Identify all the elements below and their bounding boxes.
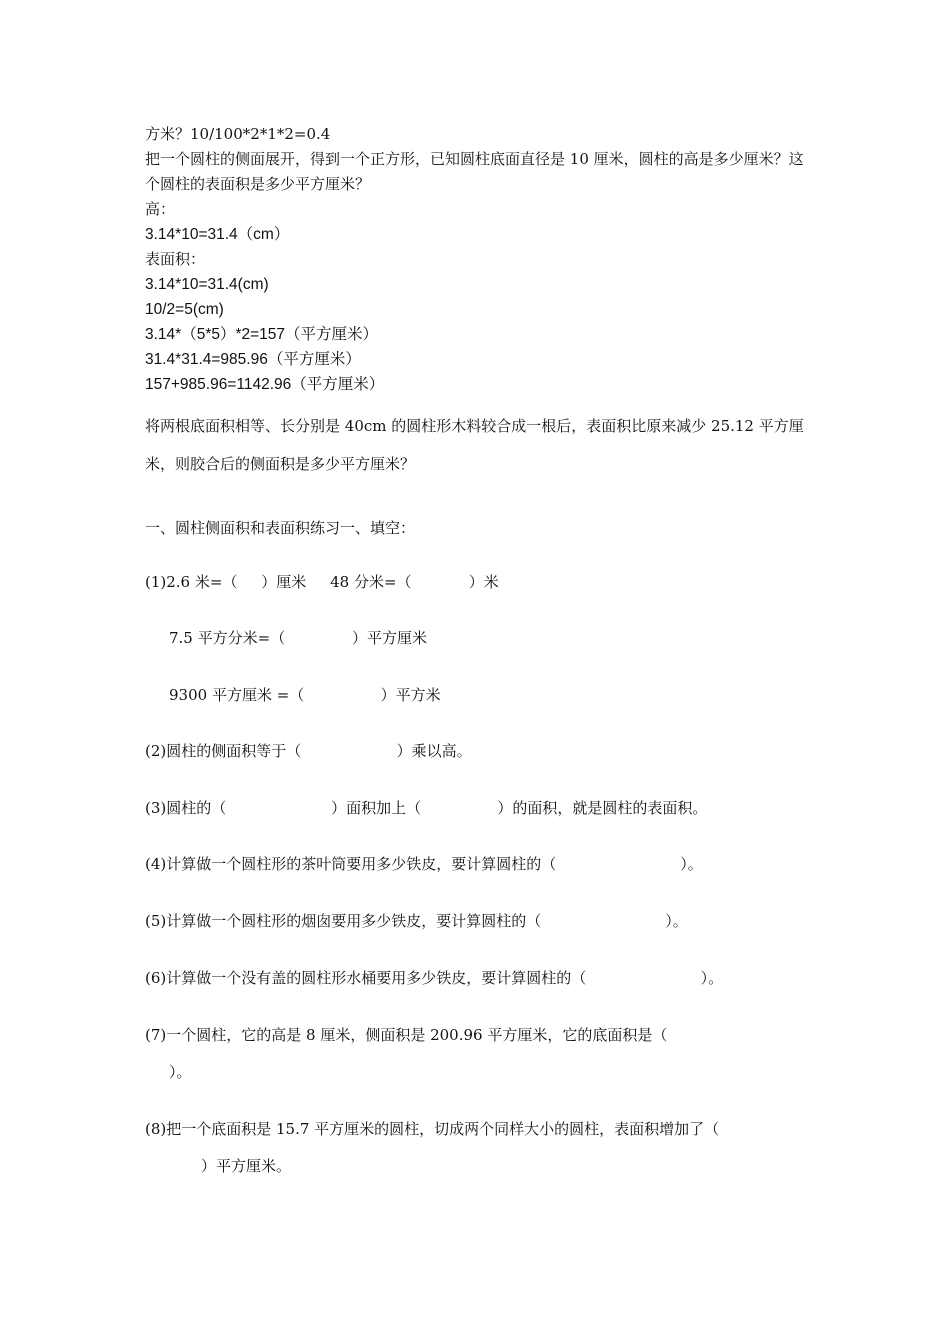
document-page [145,122,815,483]
question-7a: (7)一个圆柱，它的高是 8 厘米，侧面积是 200.96 平方厘米，它的底面积是（ [145,1026,668,1044]
question-7b: ）。 [169,1063,192,1081]
formula-line-5: 31.4*31.4=985.96（平方厘米） [145,351,361,368]
section-heading: 一、圆柱侧面积和表面积练习一、填空： [145,519,416,537]
text-line-3: 高： [145,200,176,218]
question-1a: (1)2.6 米=（ ）厘米 48 分米=（ ）米 [145,573,499,591]
formula-line-6: 157+985.96=1142.96（平方厘米） [145,376,385,393]
question-8a: (8)把一个底面积是 15.7 平方厘米的圆柱，切成两个同样大小的圆柱，表面积增加了（ [145,1120,720,1138]
formula-line-3: 10/2=5(cm) [145,301,224,318]
text-line-5: 表面积： [145,250,206,268]
text-line-2: 把一个圆柱的侧面展开，得到一个正方形，已知圆柱底面直径是 10 厘米，圆柱的高是多少厘米？这个圆柱的表面积是多少平方厘米？ [145,150,804,193]
question-1c: 9300 平方厘米 =（ ）平方米 [169,686,441,704]
question-4: (4)计算做一个圆柱形的茶叶筒要用多少铁皮，要计算圆柱的（ ）。 [145,855,703,873]
formula-line-2: 3.14*10=31.4(cm) [145,276,269,293]
question-1b: 7.5 平方分米=（ ）平方厘米 [169,629,427,647]
question-6: (6)计算做一个没有盖的圆柱形水桶要用多少铁皮，要计算圆柱的（ ）。 [145,969,724,987]
question-5: (5)计算做一个圆柱形的烟囱要用多少铁皮，要计算圆柱的（ ）。 [145,912,688,930]
question-3: (3)圆柱的（ ）面积加上（ ）的面积，就是圆柱的表面积。 [145,799,708,817]
question-8b: ）平方厘米。 [201,1157,292,1175]
formula-line-1: 3.14*10=31.4（cm） [145,226,290,243]
question-2: (2)圆柱的侧面积等于（ ）乘以高。 [145,742,472,760]
text-line-1: 方米？10/100*2*1*2=0.4 [145,125,331,143]
formula-line-4: 3.14*（5*5）*2=157（平方厘米） [145,326,379,343]
problem-paragraph: 将两根底面积相等、长分别是 40cm 的圆柱形木料较合成一根后，表面积比原来减少 25.12 平方厘米，则胶合后的侧面积是多少平方厘米？ [145,417,804,473]
